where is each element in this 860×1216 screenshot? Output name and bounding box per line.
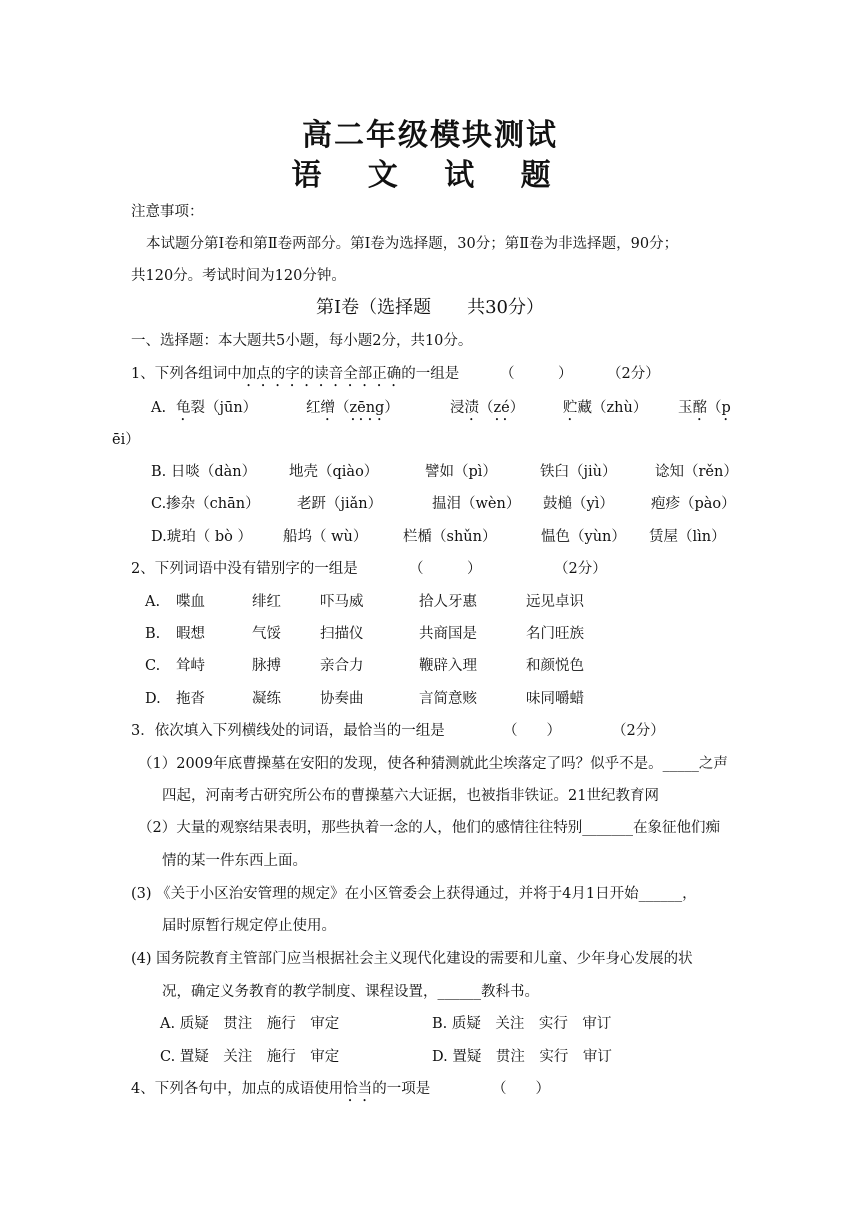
q3-score: （2分） (612, 723, 665, 739)
q3-stem: 3．依次填入下列横线处的词语，最恰当的一组是 (131, 723, 445, 739)
q1-answer-paren: （ ） (500, 366, 573, 382)
notice-label: 注意事项： (131, 204, 204, 220)
section-1-heading: 一、选择题：本大题共5小题，每小题2分，共10分。 (131, 333, 473, 349)
q3-option-a: A. 质疑 贯注 施行 审定 (160, 1016, 340, 1032)
q2-stem: 2、下列词语中没有错别字的一组是 (131, 561, 358, 577)
exam-page: 高二年级模块测试 语 文 试 题 注意事项： 本试题分第Ⅰ卷和第Ⅱ卷两部分。第Ⅰ卷为选择题，30分；第Ⅱ卷为非选择题，90分； 共120分。考试时间为120分钟。 第Ⅰ卷（选择题 共30分） 一、选择题：本大题共5小题，每小题2分，共10分。 1、下列各组词中加点的字的读音全部正确的一组是 （ ） （2分） A. 龟裂（jūn） 红缯（zēng） 浸渍（zé） 贮藏（zhù） 玉酩（p ēi） B. 日啖（dàn） 地壳（qiào） 譬如（pì） 铁臼（jiù） 谂知（rěn） C.掺杂（chān） 老趼（jiǎn） 揾泪（wèn） 鼓槌（yì） 疱疹（pào） D.琥珀（ bò ） 船坞（ wù） 栏楯（shǔn） 愠色（yùn） 赁屋（lìn） 2、下列词语中没有错别字的一组是 （ ） （2分） A. 喋血 绯红 吓马威 拾人牙惠 远见卓识 B. 暇想 气馁 扫描仪 共商国是 名门旺族 C. 耸峙 脉搏 亲合力 鞭辟入理 和颜悦色 D. 拖沓 凝练 协奏曲 言简意赅 味同嚼蜡 3．依次填入下列横线处的词语，最恰当的一组是 （ ） （2分） （1）2009年底曹操墓在安阳的发现，使各种猜测就此尘埃落定了吗？似乎不是。_____之声 四起，河南考古研究所公布的曹操墓六大证据，也被指非铁证。21世纪教育网 （2）大量的观察结果表明，那些执着一念的人，他们的感情往往特别_______在象征他们痴 情的某一件东西上面。 (3) 《关于小区治安管理的规定》在小区管委会上获得通过，并将于4月1日开始______， 届时原暂行规定停止使用。 (4) 国务院教育主管部门应当根据社会主义现代化建设的需要和儿童、少年身心发展的状 况，确定义务教育的教学制度、课程设置，______教科书。 A. 质疑 贯注 施行 审定 B. 质疑 关注 实行 审订 C. 置疑 关注 施行 审定 D. 置疑 贯注 实行 审订 4、下列各句中，加点的成语使用恰当的一项是 （ ） (0, 0, 860, 1216)
q3-sentence-4a: (4) 国务院教育主管部门应当根据社会主义现代化建设的需要和儿童、少年身心发展的状 (131, 951, 693, 967)
q1-stem: 1、下列各组词中加点的字的读音全部正确的一组是 (131, 366, 460, 382)
q3-option-c: C. 置疑 关注 施行 审定 (160, 1049, 340, 1065)
notice-line-2: 共120分。考试时间为120分钟。 (131, 268, 346, 284)
q3-option-b: B. 质疑 关注 实行 审订 (432, 1016, 612, 1032)
q1-option-a-wrap: ēi） (112, 432, 140, 448)
q4-stem: 4、下列各句中，加点的成语使用恰当的一项是 (131, 1081, 431, 1097)
q3-answer-paren: （ ） (503, 723, 561, 739)
q3-option-d: D. 置疑 贯注 实行 审订 (432, 1049, 612, 1065)
exam-title: 高二年级模块测试 (302, 118, 558, 153)
q3-sentence-1a: （1）2009年底曹操墓在安阳的发现，使各种猜测就此尘埃落定了吗？似乎不是。_____之声 (138, 756, 728, 772)
q3-sentence-4b: 况，确定义务教育的教学制度、课程设置，______教科书。 (162, 984, 539, 1000)
q3-sentence-2b: 情的某一件东西上面。 (162, 853, 307, 869)
part-1-heading: 第Ⅰ卷（选择题 共30分） (315, 297, 544, 318)
q1-score: （2分） (607, 366, 660, 382)
notice-line-1: 本试题分第Ⅰ卷和第Ⅱ卷两部分。第Ⅰ卷为选择题，30分；第Ⅱ卷为非选择题，90分； (146, 236, 679, 252)
q2-answer-paren: （ ） (409, 561, 482, 577)
q3-sentence-3a: (3) 《关于小区治安管理的规定》在小区管委会上获得通过，并将于4月1日开始______， (131, 886, 697, 902)
q2-score: （2分） (554, 561, 607, 577)
subject-title: 语 文 试 题 (291, 158, 569, 193)
q3-sentence-1b: 四起，河南考古研究所公布的曹操墓六大证据，也被指非铁证。21世纪教育网 (162, 788, 659, 804)
q3-sentence-2a: （2）大量的观察结果表明，那些执着一念的人，他们的感情往往特别_______在象征他们痴 (138, 820, 720, 836)
q3-sentence-3b: 届时原暂行规定停止使用。 (162, 918, 336, 934)
q4-answer-paren: （ ） (492, 1081, 550, 1097)
